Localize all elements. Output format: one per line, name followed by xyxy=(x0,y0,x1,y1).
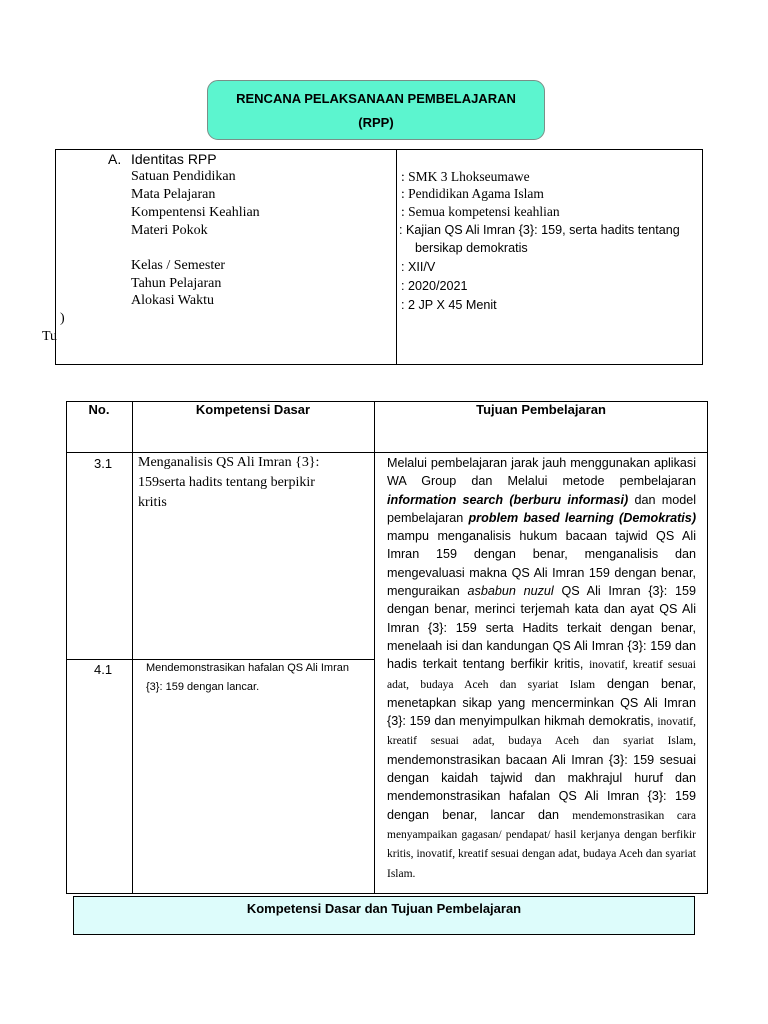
header-kompetensi-dasar: Kompetensi Dasar xyxy=(195,402,311,417)
label-materi-pokok: Materi Pokok xyxy=(131,223,208,238)
kd-4-1-line-1: Mendemonstrasikan hafalan QS Ali Imran xyxy=(146,662,349,674)
identity-marker: A. xyxy=(108,151,122,167)
section-footer-box xyxy=(73,896,695,935)
tujuan-pembelajaran-text: Melalui pembelajaran jarak jauh menggunakan aplikasi WA Group dan Melalui metode pembelajaran information search (berburu informasi) dan model pembelajaran problem based learning (Demokratis) mampu menganalisis hukum bacaan tajwid QS Ali Imran 159 dengan benar, menganalisis dan mengevaluasi makna QS Ali Imran 159 dengan benar, menguraikan asbabun nuzul QS Ali Imran {3}: 159 dengan benar, merinci terjemah kata dan ayat QS Ali Imran {3}: 159 serta Hadits terkait dengan benar, menelaah isi dan kandungan QS Ali Imran {3}: 159 dan hadis terkait tentang berfikir kritis, inovatif, kreatif sesuai adat, budaya Aceh dan syariat Islam dengan benar, menetapkan sikap yang mencerminkan QS Ali Imran {3}: 159 dan menyimpulkan hikmah demokratis, inovatif, kreatif sesuai adat, budaya Aceh dan syariat Islam, mendemonstrasikan bacaan Ali Imran {3}: 159 sesuai dengan kaidah tajwid dan makhrajul huruf dan mendemonstrasikan hafalan QS Ali Imran {3}: 159 dengan benar, lancar dan mendemonstrasikan cara menyampaikan gagasan/ pendapat/ hasil kerjanya dengan berfikir kritis, inovatif, kreatif sesuai dengan adat, budaya Aceh dan syariat Islam. xyxy=(387,456,697,880)
kd-3-1-line-3: kritis xyxy=(138,495,167,510)
title-box xyxy=(207,80,545,140)
label-tahun-pelajaran: Tahun Pelajaran xyxy=(131,276,222,291)
label-alokasi-waktu: Alokasi Waktu xyxy=(131,293,214,308)
kd-3-1-line-2: 159serta hadits tentang berpikir xyxy=(138,475,315,490)
identity-heading: Identitas RPP xyxy=(131,151,217,167)
label-kelas-semester: Kelas / Semester xyxy=(131,258,226,273)
method-information-search: information search (berburu informasi) xyxy=(387,492,629,507)
title-line-2: (RPP) xyxy=(358,115,394,130)
model-problem-based-learning: problem based learning (Demokratis) xyxy=(468,510,697,525)
section-footer-label: Kompetensi Dasar dan Tujuan Pembelajaran xyxy=(246,901,522,916)
value-materi-pokok-cont: bersikap demokratis xyxy=(415,241,528,255)
identity-table-divider xyxy=(396,149,397,365)
value-mata-pelajaran: : Pendidikan Agama Islam xyxy=(401,186,544,201)
value-kompetensi-keahlian: : Semua kompetensi keahlian xyxy=(401,204,560,219)
title-line-1: RENCANA PELAKSANAAN PEMBELAJARAN xyxy=(236,91,516,106)
row-no-3-1: 3.1 xyxy=(94,456,113,471)
label-mata-pelajaran: Mata Pelajaran xyxy=(131,187,216,202)
asbabun-nuzul: asbabun nuzul xyxy=(467,584,554,599)
label-kompetensi-keahlian: Kompentensi Keahlian xyxy=(131,205,260,220)
value-alokasi-waktu: : 2 JP X 45 Menit xyxy=(401,298,497,312)
row-kd-4-1 xyxy=(146,659,349,697)
table-col-divider-2 xyxy=(374,402,375,893)
header-no: No. xyxy=(88,402,110,417)
label-satuan-pendidikan: Satuan Pendidikan xyxy=(131,169,236,184)
header-tujuan-pembelajaran: Tujuan Pembelajaran xyxy=(476,402,606,417)
value-materi-pokok: : Kajian QS Ali Imran {3}: 159, serta hadits tentang xyxy=(399,223,680,237)
value-tahun-pelajaran: : 2020/2021 xyxy=(401,279,468,293)
value-satuan-pendidikan: : SMK 3 Lhokseumawe xyxy=(401,169,530,184)
stray-paren: ) xyxy=(60,311,65,326)
table-col-divider-1 xyxy=(132,402,133,893)
value-kelas-semester: : XII/V xyxy=(401,260,436,274)
row-kd-3-1 xyxy=(138,453,319,513)
kd-3-1-line-1: Menganalisis QS Ali Imran {3}: xyxy=(138,455,320,470)
kd-4-1-line-2: {3}: 159 dengan lancar. xyxy=(146,681,260,693)
stray-text: Tu xyxy=(42,329,58,344)
row-no-4-1: 4.1 xyxy=(94,662,113,677)
